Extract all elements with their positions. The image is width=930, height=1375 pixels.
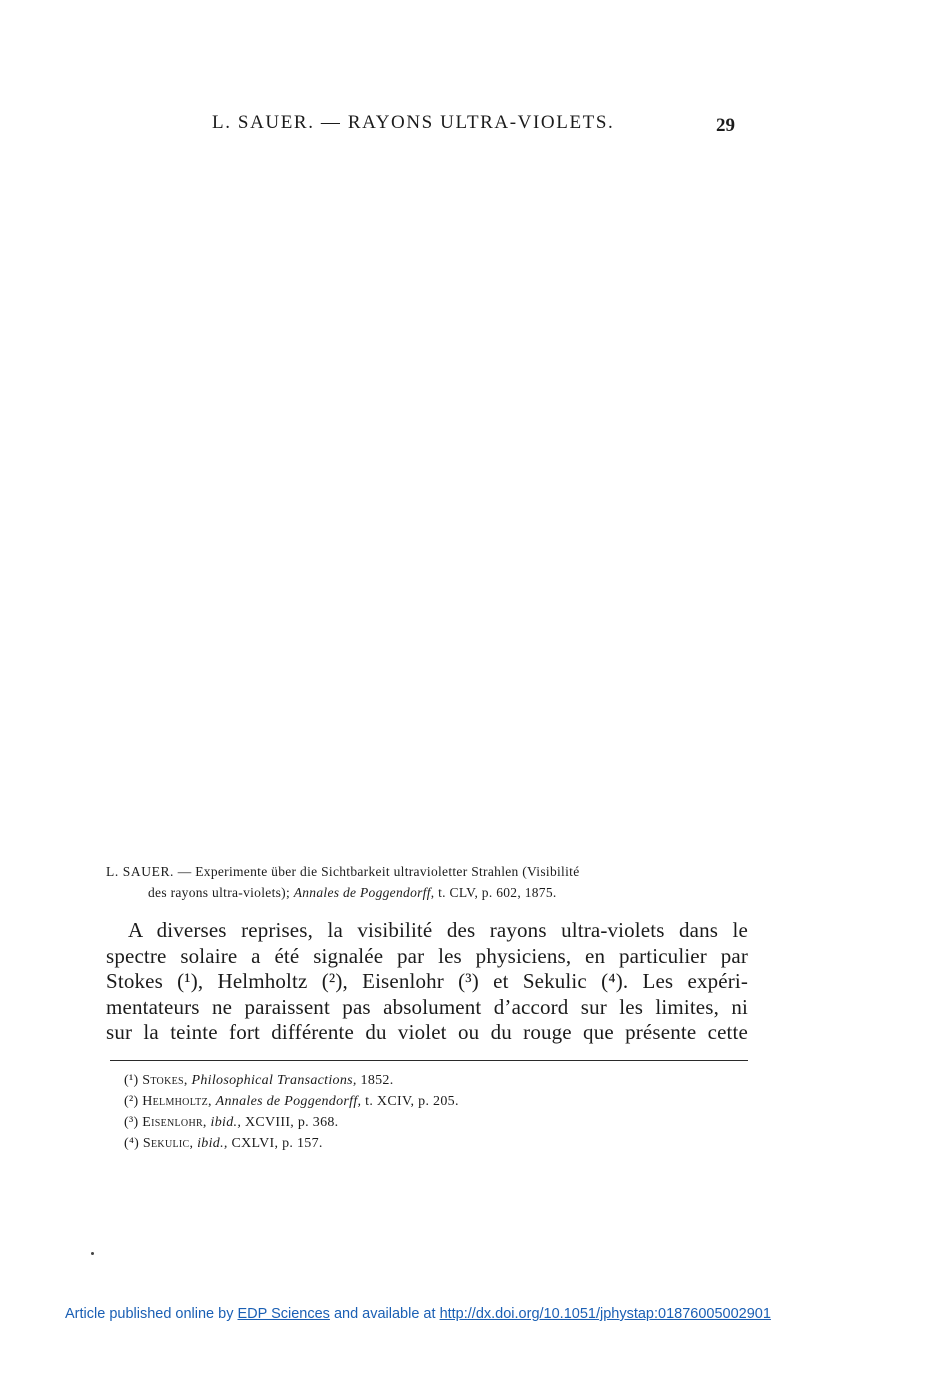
footnote-rest: CXLVI, p. 157. <box>227 1136 323 1151</box>
bibliographic-reference <box>106 861 746 903</box>
body-line: spectre solaire a été signalée par les physiciens, en particulier par <box>106 943 748 968</box>
reference-dash: — <box>177 864 192 879</box>
footnote-source: ibid., <box>197 1136 228 1151</box>
body-line: Stokes (¹), Helmholtz (²), Eisenlohr (³) et Sekulic (⁴). Les expéri- <box>106 969 748 993</box>
reference-title-french: des rayons ultra-violets); <box>148 885 291 900</box>
body-line: mentateurs ne paraissent pas absolument d’accord sur les limites, ni <box>106 994 748 1019</box>
footnote <box>124 1070 459 1091</box>
scan-speck <box>91 1252 94 1255</box>
reference-title-german: Experimente über die Sichtbarkeit ultravioletter Strahlen (Visibilité <box>195 864 580 879</box>
footnote-source: ibid., <box>210 1115 242 1130</box>
footnote <box>124 1133 459 1154</box>
footer-prefix: Article published online by <box>65 1306 238 1322</box>
reference-author: L. SAUER. <box>106 864 175 879</box>
running-head: L. SAUER. — RAYONS ULTRA-VIOLETS. <box>212 112 615 133</box>
footnote-author: Sekulic, <box>142 1136 194 1151</box>
footnotes <box>124 1070 459 1154</box>
footnote-rest: XCVIII, p. 368. <box>241 1115 339 1130</box>
footnote-mark: (⁴) <box>124 1136 140 1151</box>
reference-line-2 <box>106 882 746 903</box>
reference-journal: Annales de Poggendorff <box>293 885 431 900</box>
footnote-mark: (¹) <box>124 1073 139 1088</box>
footnote-rest: 1852. <box>356 1073 394 1088</box>
footnote <box>124 1112 459 1133</box>
footnote-rule <box>110 1060 748 1061</box>
footer-middle: and available at <box>329 1306 440 1322</box>
footnote-mark: (³) <box>124 1115 139 1130</box>
footnote-author: Stokes, <box>142 1073 188 1088</box>
body-paragraph <box>106 918 748 1046</box>
publisher-link[interactable]: EDP Sciences <box>237 1306 330 1322</box>
publication-footer <box>65 1306 771 1322</box>
doi-link[interactable]: http://dx.doi.org/10.1051/jphystap:01876005002901 <box>439 1306 771 1322</box>
reference-details: , t. CLV, p. 602, 1875. <box>430 885 557 900</box>
page-number: 29 <box>716 115 735 136</box>
footnote-mark: (²) <box>124 1094 139 1109</box>
footnote-source: Annales de Poggendorff, <box>215 1094 362 1109</box>
footnote <box>124 1091 459 1112</box>
footnote-author: Eisenlohr, <box>142 1115 207 1130</box>
body-line: A diverses reprises, la visibilité des rayons ultra-violets dans le <box>128 918 748 942</box>
body-line: sur la teinte fort différente du violet ou du rouge que présente cette <box>106 1020 748 1044</box>
footnote-source: Philosophical Transactions, <box>191 1073 357 1088</box>
footnote-rest: t. XCIV, p. 205. <box>361 1094 459 1109</box>
footnote-author: Helmholtz, <box>142 1094 212 1109</box>
